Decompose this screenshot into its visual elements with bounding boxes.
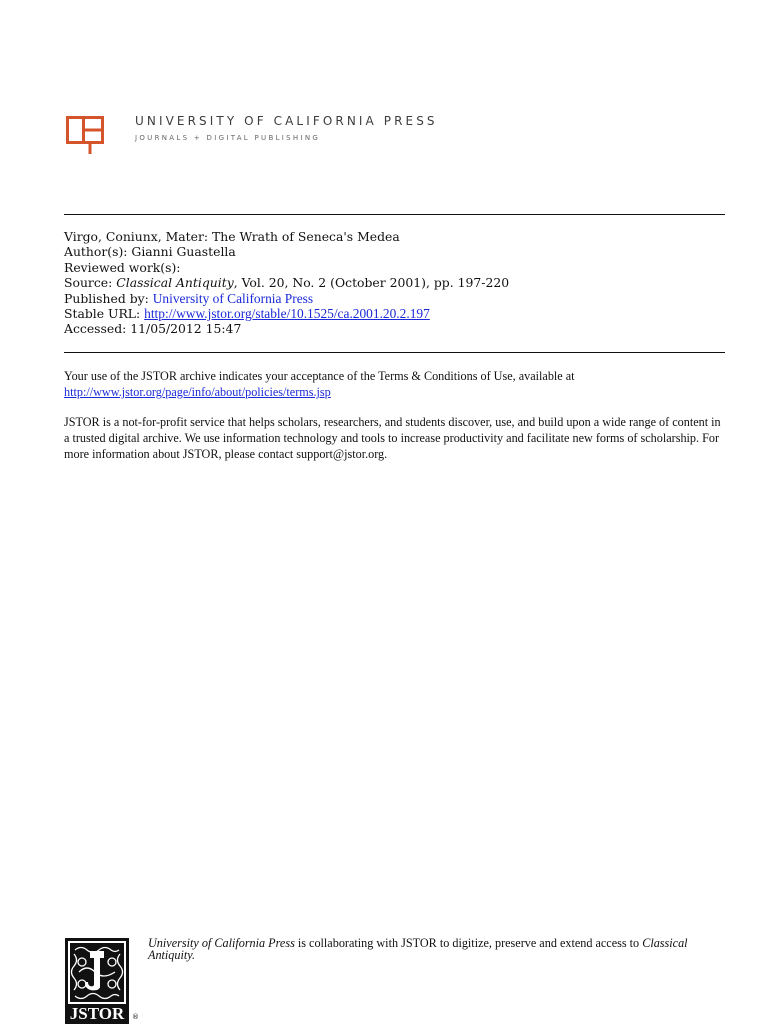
accessed-label: Accessed: (64, 321, 131, 337)
jstor-logo-text: JSTOR (69, 1004, 125, 1023)
collab-journal: Classical Antiquity. (148, 936, 688, 962)
stable-url-link[interactable]: http://www.jstor.org/stable/10.1525/ca.2001.20.2.197 (144, 305, 430, 321)
jstor-logo-icon (65, 938, 129, 1024)
published-label: Published by: (64, 290, 153, 306)
registered-mark: ® (132, 1013, 139, 1021)
stable-url-line (64, 306, 509, 321)
article-title: Virgo, Coniunx, Mater: The Wrath of Seneca's Medea (64, 229, 400, 244)
authors-label: Author(s): (64, 244, 132, 260)
accessed-line (64, 321, 509, 336)
publisher-link[interactable]: University of California Press (152, 290, 314, 306)
source-details: , Vol. 20, No. 2 (October 2001), pp. 197-220 (233, 275, 510, 291)
source-journal: Classical Antiquity (116, 275, 234, 291)
ucpress-logo-icon (66, 114, 104, 156)
publisher-name: UNIVERSITY OF CALIFORNIA PRESS (135, 114, 438, 128)
terms-link[interactable]: http://www.jstor.org/page/info/about/policies/terms.jsp (64, 385, 331, 400)
accessed-value: 11/05/2012 15:47 (130, 321, 242, 337)
terms-text: Your use of the JSTOR archive indicates your acceptance of the Terms & Conditions of Use, available at (64, 369, 575, 383)
collab-publisher: University of California Press (148, 936, 295, 950)
published-by-line (64, 291, 509, 306)
stable-url-label: Stable URL: (64, 305, 145, 321)
divider-bottom (64, 352, 725, 353)
authors-value: Gianni Guastella (131, 244, 236, 260)
citation-block (64, 229, 509, 337)
source-label: Source: (64, 275, 117, 291)
source-line (64, 275, 509, 290)
jstor-info-paragraph: JSTOR is a not-for-profit service that helps scholars, researchers, and students discover, use, and build upon a wide range of content in a trusted digital archive. We use information technology and tools to increase productivity and facilitate new forms of scholarship. For more information about JSTOR, please contact support@jstor.org. (64, 415, 721, 462)
publisher-subtitle: JOURNALS + DIGITAL PUBLISHING (135, 134, 321, 142)
collaboration-notice (148, 938, 733, 961)
terms-paragraph (64, 368, 729, 400)
reviewed-works-line: Reviewed work(s): (64, 259, 181, 275)
authors-line (64, 244, 509, 259)
divider-top (64, 214, 725, 215)
collab-text: is collaborating with JSTOR to digitize, preserve and extend access to (294, 936, 643, 950)
